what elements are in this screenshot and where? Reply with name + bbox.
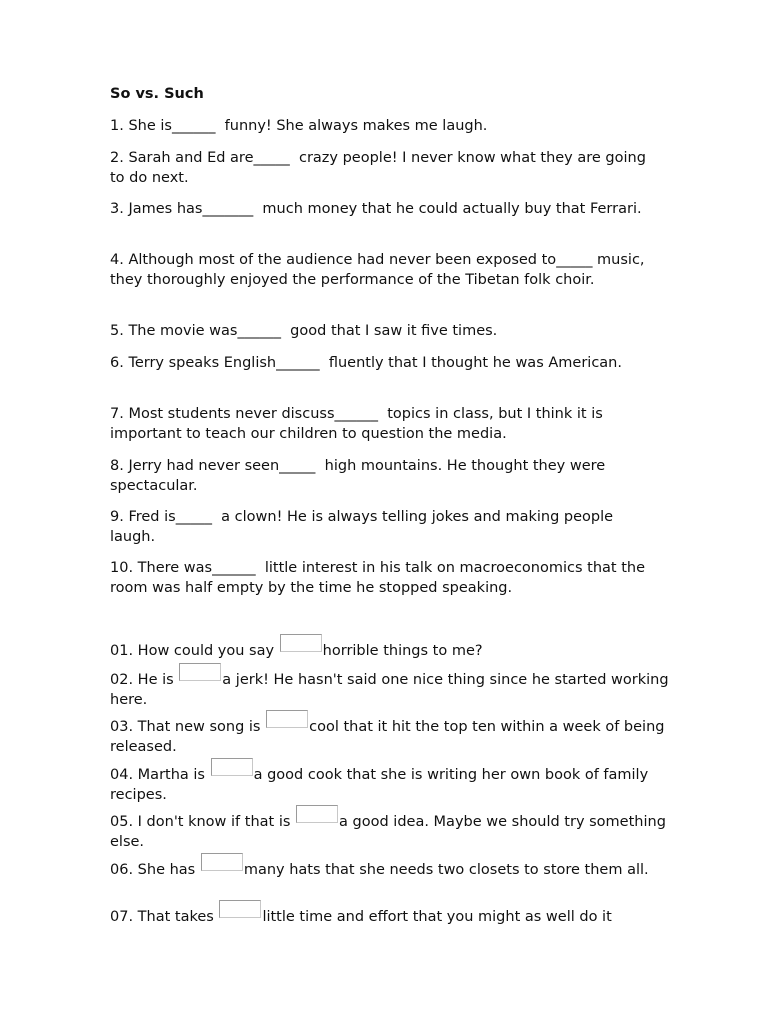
exercise-07: 07. That takes little time and effort that you might as well do it [110,900,670,928]
blank-2: _____ [253,150,290,166]
question-1: 1. She is______ funny! She always makes me laugh. [110,118,488,134]
exercise-06: 06. She has many hats that she needs two closets to store them all. [110,853,670,881]
exercise-04: 04. Martha is a good cook that she is writing her own book of family recipes. [110,758,670,805]
worksheet-title: So vs. Such [110,86,204,102]
exercise-03: 03. That new song is cool that it hit the top ten within a week of being released. [110,710,670,757]
blank-9: _____ [175,509,212,525]
blank-3: _______ [202,201,254,217]
exercise-05: 05. I don't know if that is a good idea. Maybe we should try something else. [110,805,670,852]
question-10: 10. There was______ little interest in his talk on macroeconomics that the room was half empty by the time he stopped speaking. [110,560,650,596]
answer-box-02[interactable] [179,663,221,681]
blank-5: ______ [237,323,281,339]
blank-6: ______ [276,355,320,371]
answer-box-05[interactable] [296,805,338,823]
blank-1: ______ [171,118,216,134]
answer-box-06[interactable] [201,853,243,871]
question-6: 6. Terry speaks English______ fluently that I thought he was American. [110,355,622,371]
question-7: 7. Most students never discuss______ topics in class, but I think it is important to teach our children to question the media. [110,406,608,442]
blank-7: ______ [334,406,379,422]
blank-10: ______ [212,560,256,576]
answer-box-01[interactable] [280,634,322,652]
answer-box-04[interactable] [211,758,253,776]
question-9: 9. Fred is_____ a clown! He is always telling jokes and making people laugh. [110,509,618,545]
question-5: 5. The movie was______ good that I saw it five times. [110,323,498,339]
question-8: 8. Jerry had never seen_____ high mountains. He thought they were spectacular. [110,458,610,494]
question-3: 3. James has_______ much money that he could actually buy that Ferrari. [110,201,642,217]
exercise-02: 02. He is a jerk! He hasn't said one nice thing since he started working here. [110,663,670,710]
blank-4: _____ [556,252,593,268]
question-2: 2. Sarah and Ed are_____ crazy people! I never know what they are going to do next. [110,150,651,186]
question-4: 4. Although most of the audience had never been exposed to_____ music, they thoroughly enjoyed the performance of the Tibetan folk choir. [110,252,650,288]
blank-8: _____ [279,458,316,474]
answer-box-03[interactable] [266,710,308,728]
answer-box-07[interactable] [219,900,261,918]
exercise-01: 01. How could you say horrible things to me? [110,634,670,662]
